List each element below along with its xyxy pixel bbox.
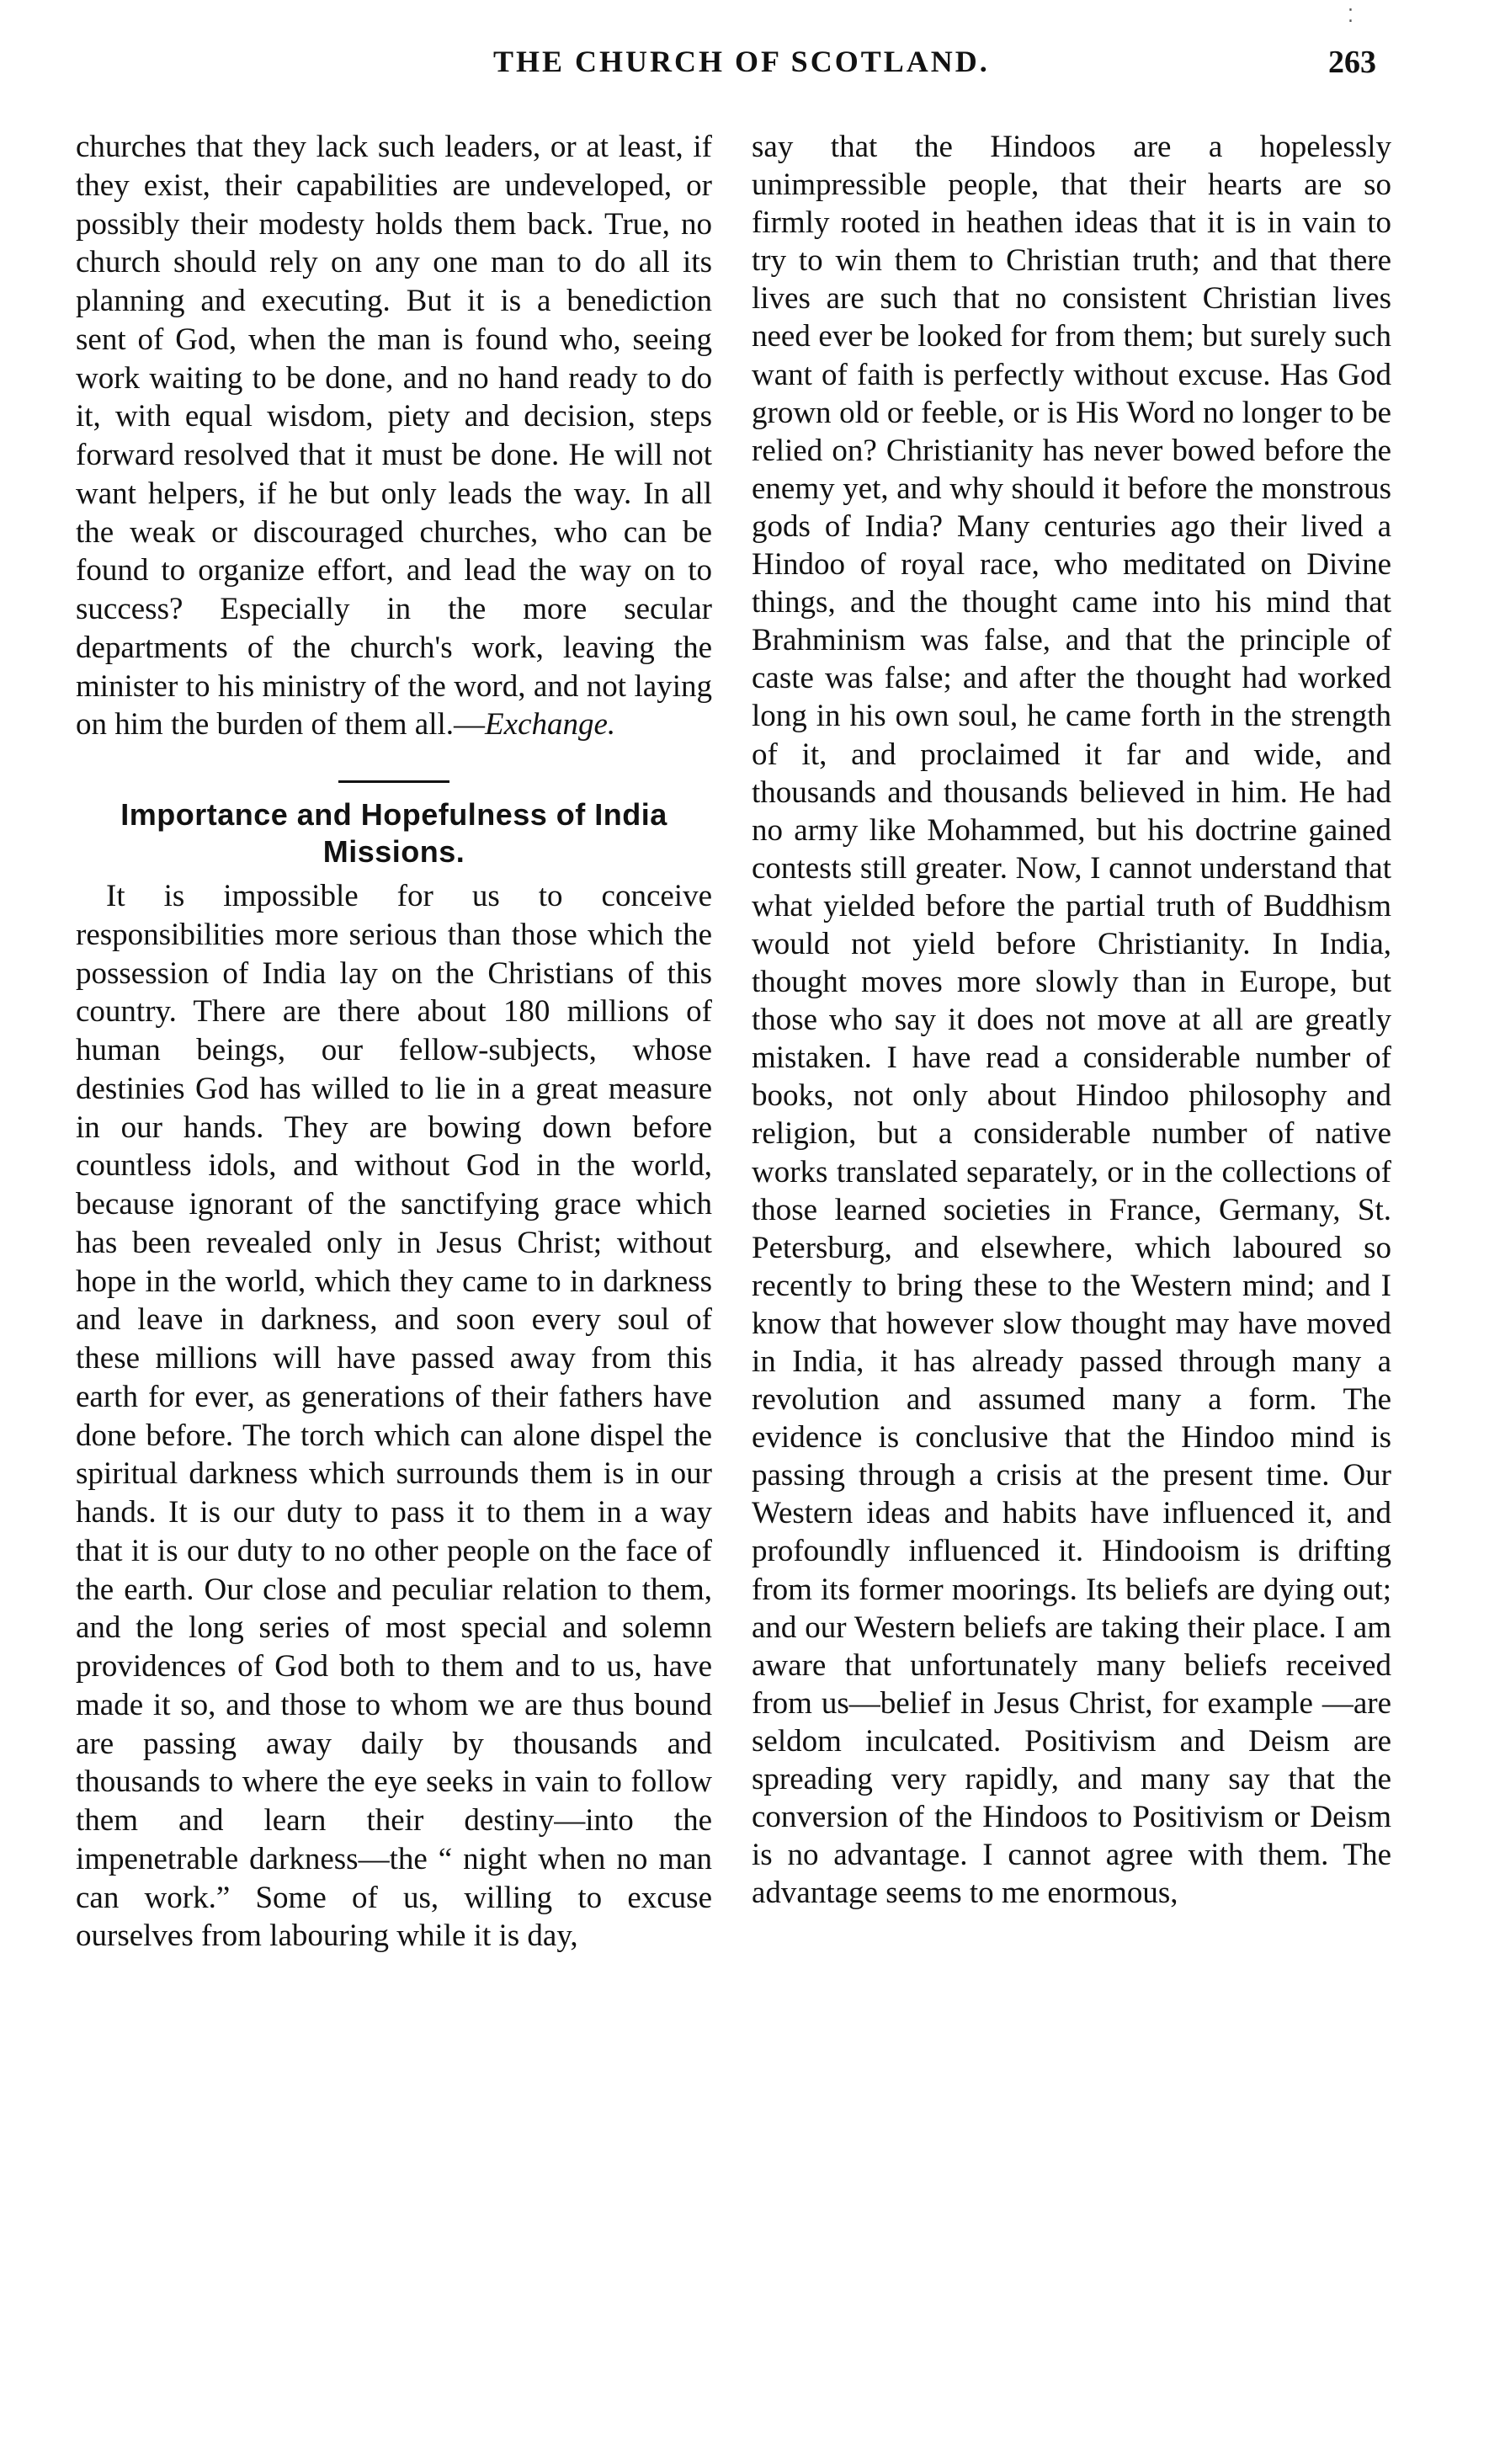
article-paragraph: It is impossible for us to conceive responsibilities more serious than those which the possession of India lay on the Christians of this country. There are there about 180 millions of human beings, our fellow-subjects, whose destinies God has willed to lie in a great measure in our hands. They are bowing down before countless idols, and without God in the world, because ignorant of the sanctifying grace which has been revealed only in Jesus Christ; without hope in the world, which they came to in darkness and leave in darkness, and soon every soul of these millions will have passed away from this earth for ever, as generations of their fathers have done before. The torch which can alone dispel the spiritual darkness which surrounds them is in our hands. It is our duty to pass it to them in a way that it is our duty to no other people on the face of the earth. Our close and peculiar relation to them, and the long series of most special and solemn providences of God both to them and to us, have made it so, and those to whom we are thus bound are passing away daily by thousands and thousands to where the eye seeks in vain to follow them and learn their destiny—into the impenetrable darkness—the “ night when no man can work.” Some of us, willing to excuse ourselves from labouring while it is day, — [76, 879, 712, 1954]
right-column — [752, 128, 1391, 1912]
running-title: THE CHURCH OF SCOTLAND. — [493, 45, 990, 78]
article-paragraph-continued: say that the Hindoos are a hopelessly unimpressible people, that their hearts are so firmly rooted in heathen ideas that it is in vain to try to win them to Christian truth; and that there lives are such that no consistent Christian lives need ever be looked for from them; but surely such want of faith is perfectly without excuse. Has God grown old or feeble, or is His Word no longer to be relied on? Christianity has never bowed before the enemy yet, and why should it before the monstrous gods of India? Many centuries ago their lived a Hindoo of royal race, who meditated on Divine things, and the thought came into his mind that Brahminism was false, and that the principle of caste was false; and after the thought had worked long in his own soul, he came forth in the strength of it, and proclaimed it far and wide, and thousands and thousands believed in him. He had no army like Mohammed, but his doctrine gained contests still greater. Now, I cannot understand that what yielded before the partial truth of Buddhism would not yield before Christianity. In India, thought moves more slowly than in Europe, but those who say it does not move at all are greatly mistaken. I have read a considerable number of books, not only about Hindoo philosophy and religion, but a considerable number of native works translated separately, or in the collections of those learned societies in France, Germany, St. Petersburg, and elsewhere, which laboured so recently to bring these to the Western mind; and I know that however slow thought may have moved in India, it has already passed through many a revolution and assumed many a form. The evidence is conclusive that the Hindoo mind is passing through a crisis at the present time. Our Western ideas and habits have influenced it, and profoundly influenced it. Hindooism is drifting from its former moorings. Its beliefs are dying out; and our Western beliefs are taking their place. I am aware that unfortunately many beliefs received from us—belief in Jesus Christ, for example —are seldom inculcated. Positivism and Deism are spreading very rapidly, and many say that the conversion of the Hindoos to Positivism or Deism is no advantage. I cannot agree with them. The advantage seems to me enormous, — [752, 130, 1391, 1911]
left-column — [76, 128, 712, 1956]
page-number: 263 — [1328, 45, 1376, 80]
paragraph-text: churches that they lack such leaders, or at least, if they exist, their capabilities are undeveloped, or possibly their modesty holds them back. True, no church should rely on any one man to do all its planning and executing. But it is a benediction sent of God, when the man is found who, seeing work waiting to be done, and no hand ready to do it, with equal wisdom, piety and decision, steps forward resolved that it must be done. He will not want helpers, if he but only leads the way. In all the weak or discouraged churches, who can be found to organize effort, and lead the way on to success? Especially in the more secular departments of the church's work, leaving the minister to his ministry of the word, and not laying on him the burden of them all.— — [76, 130, 712, 742]
article-heading: Importance and Hopefulness of India Missions. — [120, 797, 667, 869]
section-divider — [338, 780, 449, 783]
corner-mark: ⁚ — [1348, 5, 1353, 26]
source-attribution: Exchange. — [485, 707, 616, 742]
article-continuation-paragraph — [76, 128, 712, 744]
